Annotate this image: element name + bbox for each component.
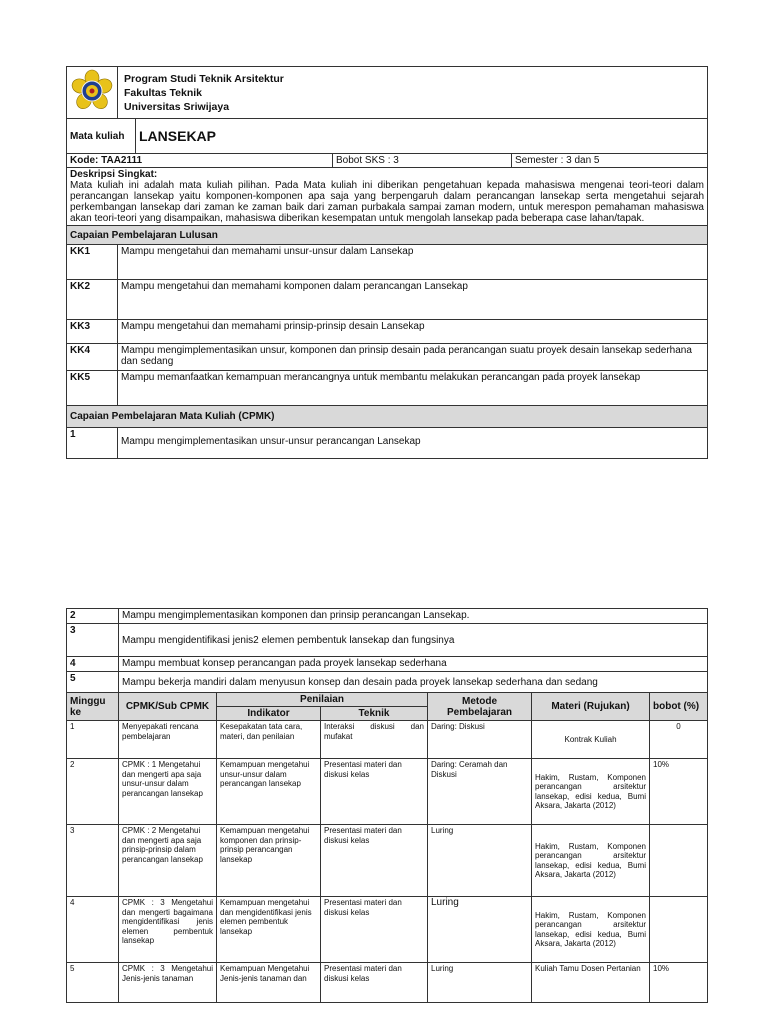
program-studi: Program Studi Teknik Arsitektur (124, 72, 284, 85)
deskripsi-label: Deskripsi Singkat: (70, 169, 158, 180)
schedule-row (67, 721, 708, 759)
teknik: Presentasi materi dan diskusi kelas (321, 963, 428, 1003)
university-logo-cell (67, 67, 118, 119)
cpmk: Menyepakati rencana pembelajaran (119, 721, 217, 759)
cpl-row (67, 280, 708, 320)
bobot (650, 897, 708, 963)
cpl-row (67, 344, 708, 371)
cpmk-no: 5 (67, 672, 119, 693)
cpmk-no: 1 (67, 428, 118, 459)
deskripsi-cell (67, 168, 708, 226)
course-header-table (66, 66, 708, 459)
cpmk-text: Mampu mengidentifikasi jenis2 elemen pembentuk lansekap dan fungsinya (119, 624, 708, 657)
bobot-sks: Bobot SKS : 3 (333, 154, 512, 168)
cpl-row (67, 371, 708, 406)
teknik: Interaksi diskusi dan mufakat (321, 721, 428, 759)
materi: Kontrak Kuliah (532, 721, 650, 759)
minggu: 5 (67, 963, 119, 1003)
cpmk: CPMK : 3 Mengetahui dan mengerti bagaimana mengidentifikasi jenis elemen pembentuk lansekap (119, 897, 217, 963)
bobot: 10% (650, 963, 708, 1003)
university-logo-icon (70, 69, 114, 113)
header-cpmk: CPMK/Sub CPMK (119, 693, 217, 721)
schedule-row (67, 759, 708, 825)
minggu: 4 (67, 897, 119, 963)
teknik: Presentasi materi dan diskusi kelas (321, 825, 428, 897)
cpmk-row (67, 428, 708, 459)
cpmk: CPMK : 2 Mengetahui dan mengerti apa saja prinsip-prinsip dalam perancangan lansekap (119, 825, 217, 897)
schedule-row (67, 825, 708, 897)
cpl-text: Mampu mengetahui dan memahami komponen dalam perancangan Lansekap (118, 280, 708, 320)
indikator: Kemampuan mengetahui komponen dan prinsip-prinsip perancangan lansekap (217, 825, 321, 897)
cpmk-title: Capaian Pembelajaran Mata Kuliah (CPMK) (67, 406, 708, 428)
fakultas: Fakultas Teknik (124, 86, 203, 99)
header-materi: Materi (Rujukan) (532, 693, 650, 721)
cpmk-text: Mampu mengimplementasikan komponen dan prinsip perancangan Lansekap. (119, 609, 708, 624)
cpmk-text: Mampu membuat konsep perancangan pada proyek lansekap sederhana (119, 657, 708, 672)
institution-block (118, 67, 708, 119)
metode: Luring (428, 825, 532, 897)
cpl-code: KK1 (67, 245, 118, 280)
bobot (650, 825, 708, 897)
metode: Daring: Diskusi (428, 721, 532, 759)
universitas: Universitas Sriwijaya (124, 100, 230, 113)
indikator: Kesepakatan tata cara, materi, dan penilaian (217, 721, 321, 759)
cpmk-text: Mampu bekerja mandiri dalam menyusun konsep dan desain pada proyek lansekap sederhana dan sedang (119, 672, 708, 693)
mata-kuliah-label: Mata kuliah (67, 119, 136, 154)
indikator: Kemampuan mengetahui unsur-unsur dalam perancangan lansekap (217, 759, 321, 825)
cpl-text: Mampu mengetahui dan memahami prinsip-prinsip desain Lansekap (118, 320, 708, 344)
cpmk: CPMK : 3 Mengetahui Jenis-jenis tanaman (119, 963, 217, 1003)
indikator: Kemampuan Mengetahui Jenis-jenis tanaman dan (217, 963, 321, 1003)
header-bobot: bobot (%) (650, 693, 708, 721)
header-metode: Metode Pembelajaran (428, 693, 532, 721)
schedule-row (67, 963, 708, 1003)
metode: Daring: Ceramah dan Diskusi (428, 759, 532, 825)
cpl-text: Mampu mengimplementasikan unsur, komponen dan prinsip desain pada perancangan suatu proyek desain lansekap sederhana dan sedang (118, 344, 708, 371)
materi: Kuliah Tamu Dosen Pertanian (532, 963, 650, 1003)
cpmk-text: Mampu mengimplementasikan unsur-unsur perancangan Lansekap (118, 428, 708, 459)
semester: Semester : 3 dan 5 (512, 154, 708, 168)
metode: Luring (428, 963, 532, 1003)
cpmk-no: 2 (67, 609, 119, 624)
header-teknik: Teknik (321, 707, 428, 721)
materi: Hakim, Rustam, Komponen perancangan arsitektur lansekap, edisi kedua, Bumi Aksara, Jakarta (2012) (532, 759, 650, 825)
minggu: 2 (67, 759, 119, 825)
materi: Hakim, Rustam, Komponen perancangan arsitektur lansekap, edisi kedua, Bumi Aksara, Jakarta (2012) (532, 825, 650, 897)
header-minggu: Minggu ke (67, 693, 119, 721)
cpmk-row (67, 624, 708, 657)
kode: Kode: TAA2111 (67, 154, 333, 168)
materi: Hakim, Rustam, Komponen perancangan arsitektur lansekap, edisi kedua, Bumi Aksara, Jakarta (2012) (532, 897, 650, 963)
teknik: Presentasi materi dan diskusi kelas (321, 897, 428, 963)
cpl-text: Mampu mengetahui dan memahami unsur-unsur dalam Lansekap (118, 245, 708, 280)
minggu: 1 (67, 721, 119, 759)
cpmk: CPMK : 1 Mengetahui dan mengerti apa saja unsur-unsur dalam perancangan lansekap (119, 759, 217, 825)
cpl-code: KK3 (67, 320, 118, 344)
header-indikator: Indikator (217, 707, 321, 721)
cpl-title: Capaian Pembelajaran Lulusan (67, 226, 708, 245)
schedule-table (66, 608, 708, 1003)
minggu: 3 (67, 825, 119, 897)
teknik: Presentasi materi dan diskusi kelas (321, 759, 428, 825)
indikator: Kemampuan mengetahui dan mengidentifikasi jenis elemen pembentuk lansekap (217, 897, 321, 963)
metode: Luring (428, 897, 532, 963)
mata-kuliah-value: LANSEKAP (136, 119, 708, 154)
bobot: 10% (650, 759, 708, 825)
cpmk-row (67, 657, 708, 672)
cpmk-row (67, 609, 708, 624)
cpmk-row (67, 672, 708, 693)
cpl-row (67, 320, 708, 344)
cpl-code: KK5 (67, 371, 118, 406)
cpmk-no: 3 (67, 624, 119, 657)
cpmk-no: 4 (67, 657, 119, 672)
schedule-row (67, 897, 708, 963)
bobot: 0 (650, 721, 708, 759)
cpl-code: KK4 (67, 344, 118, 371)
cpl-row (67, 245, 708, 280)
cpl-code: KK2 (67, 280, 118, 320)
header-penilaian: Penilaian (217, 693, 428, 707)
deskripsi-text: Mata kuliah ini adalah mata kuliah pilihan. Pada Mata kuliah ini diberikan pengetahuan kepada mahasiswa mengenai teori-teori dalam perancangan lansekap yaitu komponen-komponen apa saja yang berpengaruh dalam perancangan lansekap serta mengetahui sejarah perkembangan lansekap dari zaman ke zaman baik dari zaman purbakala sampai zaman modern, untuk merespon pemahaman mahasiswa akan teori-teori yang disampaikan, mahasiswa diberikan kesempatan untuk mengolah lansekap pada beberapa case lahan/tapak. (70, 180, 704, 224)
cpl-text: Mampu memanfaatkan kemampuan merancangnya untuk membantu melakukan perancangan pada proyek lansekap (118, 371, 708, 406)
